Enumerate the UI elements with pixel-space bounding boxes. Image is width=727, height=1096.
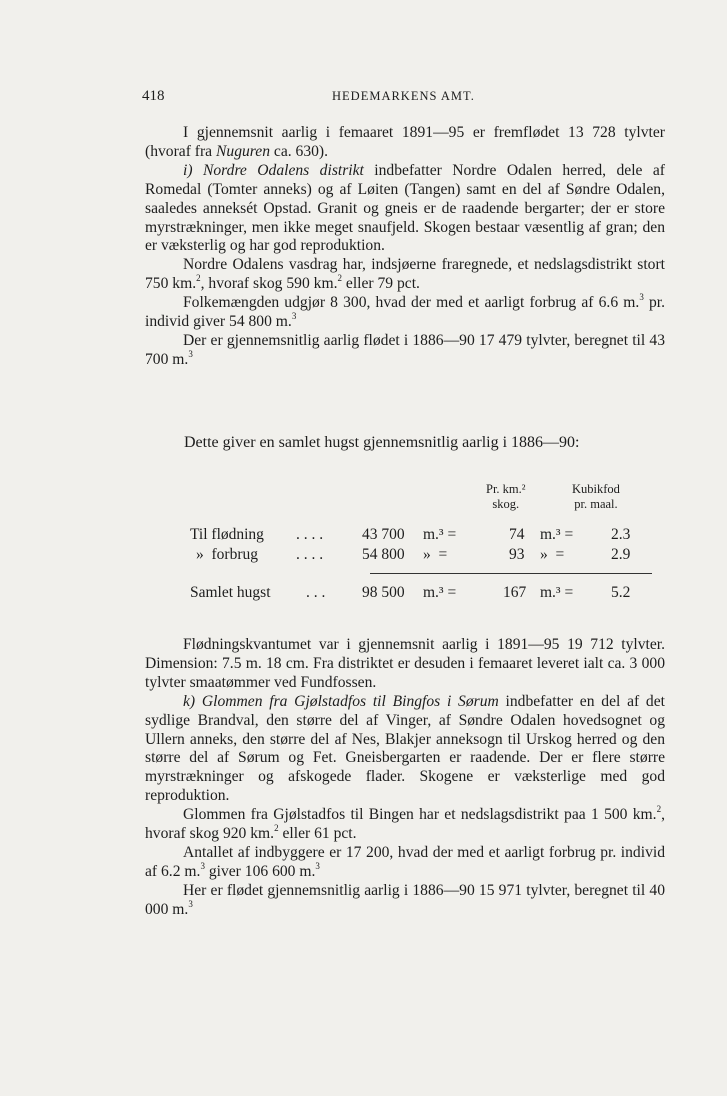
summary-line: Dette giver en samlet hugst gjennemsnitlig aarlig i 1886—90:	[184, 434, 580, 451]
table-row: » forbrug . . . . 54 800 » = 93 » = 2.9	[196, 546, 631, 563]
paragraph-indbyggere: Antallet af indbyggere er 17 200, hvad der med et aarligt forbrug pr. individ af 6.2 m.$^3$ giver 106 600 m.$^3$	[145, 843, 665, 880]
table-row-total: Samlet hugst . . . 98 500 m.³ = 167 m.³ = 5.2	[190, 584, 631, 601]
section-label: i) Nordre Odalens distrikt	[183, 161, 364, 179]
col-head-kubikfod: Kubikfod pr. maal.	[572, 482, 620, 511]
paragraph-glommen: k) Glommen fra Gjølstadfos til Bingfos i Sørum indbefatter en del af det sydlige Brandval, den større del af Vinger, af Søndre Odalen hovedsognet og Ullern anneks, den større del af Nes, Blakjer anneksogn til Urskog herred og den større del af Sørum og Fet. Gneisbergarten er raadende. Der er flere større myrstrækninger og afskogede flader. Skogene er væksterlige med god reproduktion.	[145, 692, 665, 805]
paragraph-nordre-odalen: i) Nordre Odalens distrikt indbefatter Nordre Odalen herred, dele af Romedal (Tomter anneks) og af Løiten (Tangen) samt en del af Søndre Odalen, saaledes anneksét Opstad. Granit og gneis er de raadende bergarter; der er store myrstrækninger, men ikke meget snaufjeld. Skogen bestaar væsentlig af gran; den er væksterlig og har god reproduktion.	[145, 161, 665, 255]
table-rule	[370, 573, 652, 574]
running-title: HEDEMARKENS AMT.	[332, 89, 475, 103]
text-block-top	[145, 124, 665, 370]
paragraph-folkemaengde: Folkemængden udgjør 8 300, hvad der med et aarligt forbrug af 6.6 m.$^3$ pr. individ giver 54 800 m.$^3$	[145, 292, 665, 331]
paragraph-intro: I gjennemsnit aarlig i femaaret 1891—95 er fremflødet 13 728 tylvter (hvoraf fra Nuguren ca. 630).	[145, 124, 665, 160]
table-row: Til flødning . . . . 43 700 m.³ = 74 m.³ = 2.3	[190, 526, 631, 543]
section-label: k) Glommen fra Gjølstadfos til Bingfos i Sørum	[183, 692, 499, 710]
paragraph-nedslag: Glommen fra Gjølstadfos til Bingen har et nedslagsdistrikt paa 1 500 km.$^2$, hvoraf skog 920 km.$^2$ eller 61 pct.	[145, 804, 665, 843]
text-block-bottom	[145, 636, 665, 920]
paragraph-flodet: Der er gjennemsnitlig aarlig flødet i 1886—90 17 479 tylvter, beregnet til 43 700 m.$^3$	[145, 331, 665, 368]
paragraph-vasdrag: Nordre Odalens vasdrag har, indsjøerne fraregnede, et nedslagsdistrikt stort 750 km.$^2$, hvoraf skog 590 km.$^2$ eller 79 pct.	[145, 256, 665, 293]
col-head-per-km: Pr. km.² skog.	[486, 482, 526, 511]
paragraph-flodningskvantum: Flødningskvantumet var i gjennemsnit aarlig i 1891—95 19 712 tylvter. Dimension: 7.5 m. 18 cm. Fra distriktet er desuden i femaaret leveret ialt ca. 3 000 tylvter smaatømmer ved Fundfossen.	[145, 636, 665, 691]
page-number: 418	[142, 88, 165, 104]
paragraph-flodet-glommen: Her er flødet gjennemsnitlig aarlig i 1886—90 15 971 tylvter, beregnet til 40 000 m.$^3$	[145, 881, 665, 918]
